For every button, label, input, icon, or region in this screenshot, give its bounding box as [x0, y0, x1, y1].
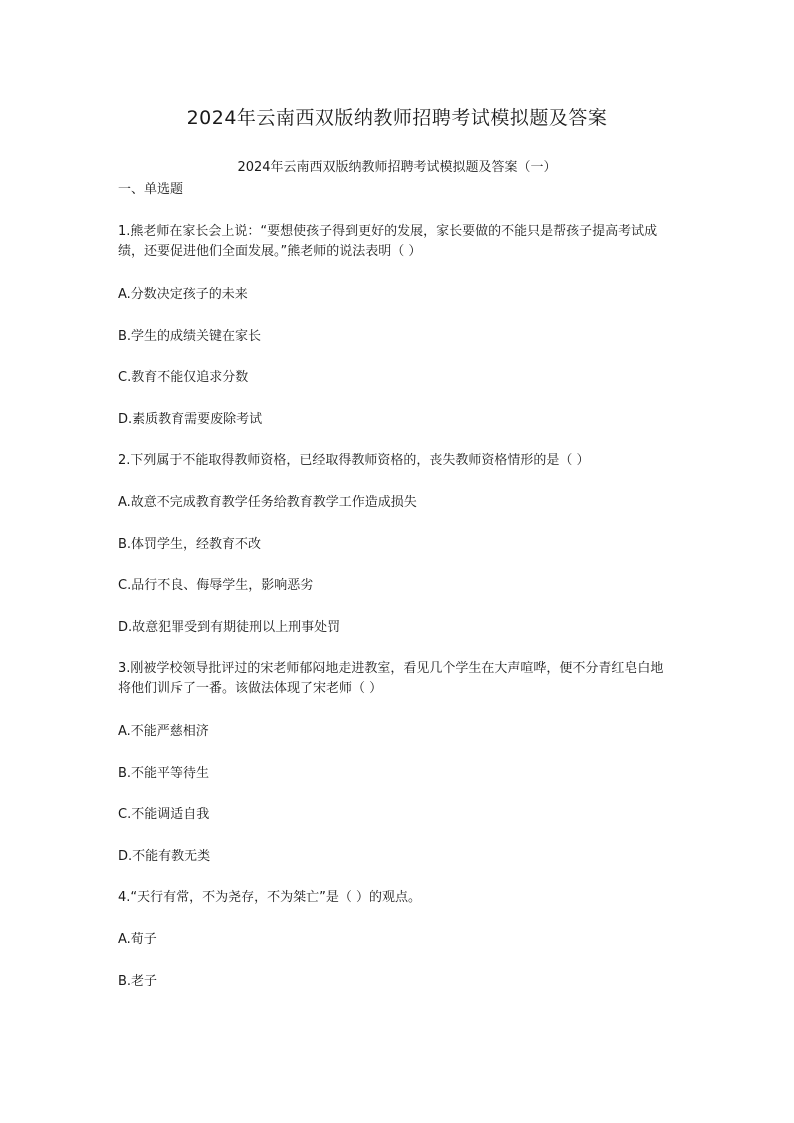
question-4-option-b: B.老子	[118, 974, 158, 989]
question-3-option-a: A.不能严慈相济	[118, 724, 209, 739]
question-1-option-a: A.分数决定孩子的未来	[118, 287, 248, 302]
question-4-option-a: A.荀子	[118, 932, 157, 947]
question-1-option-b: B.学生的成绩关键在家长	[118, 329, 262, 344]
section-heading: 一、单选题	[118, 182, 184, 197]
question-4-stem: 4.“天行有常，不为尧存，不为桀亡”是（ ）的观点。	[118, 890, 422, 905]
document-title: 2024年云南西双版纳教师招聘考试模拟题及答案	[186, 107, 608, 129]
question-2-option-c: C.品行不良、侮辱学生，影响恶劣	[118, 578, 314, 593]
question-1-stem: 1.熊老师在家长会上说：“要想使孩子得到更好的发展，家长要做的不能只是帮孩子提高考试成绩，还要促进他们全面发展。”熊老师的说法表明（ ）	[118, 224, 658, 259]
document-subtitle: 2024年云南西双版纳教师招聘考试模拟题及答案（一）	[237, 160, 557, 175]
question-3-option-c: C.不能调适自我	[118, 807, 210, 822]
question-1-option-d: D.素质教育需要废除考试	[118, 412, 263, 427]
question-2-stem: 2.下列属于不能取得教师资格，已经取得教师资格的，丧失教师资格情形的是（ ）	[118, 453, 590, 468]
question-3-stem: 3.刚被学校领导批评过的宋老师郁闷地走进教室，看见几个学生在大声喧哗，便不分青红皂白地将他们训斥了一番。该做法体现了宋老师（ ）	[118, 661, 664, 696]
question-2-option-d: D.故意犯罪受到有期徒刑以上刑事处罚	[118, 620, 341, 635]
question-2-option-a: A.故意不完成教育教学任务给教育教学工作造成损失	[118, 495, 417, 510]
question-1-option-c: C.教育不能仅追求分数	[118, 370, 249, 385]
question-3-option-d: D.不能有教无类	[118, 849, 211, 864]
question-2-option-b: B.体罚学生，经教育不改	[118, 537, 262, 552]
question-3-option-b: B.不能平等待生	[118, 766, 210, 781]
